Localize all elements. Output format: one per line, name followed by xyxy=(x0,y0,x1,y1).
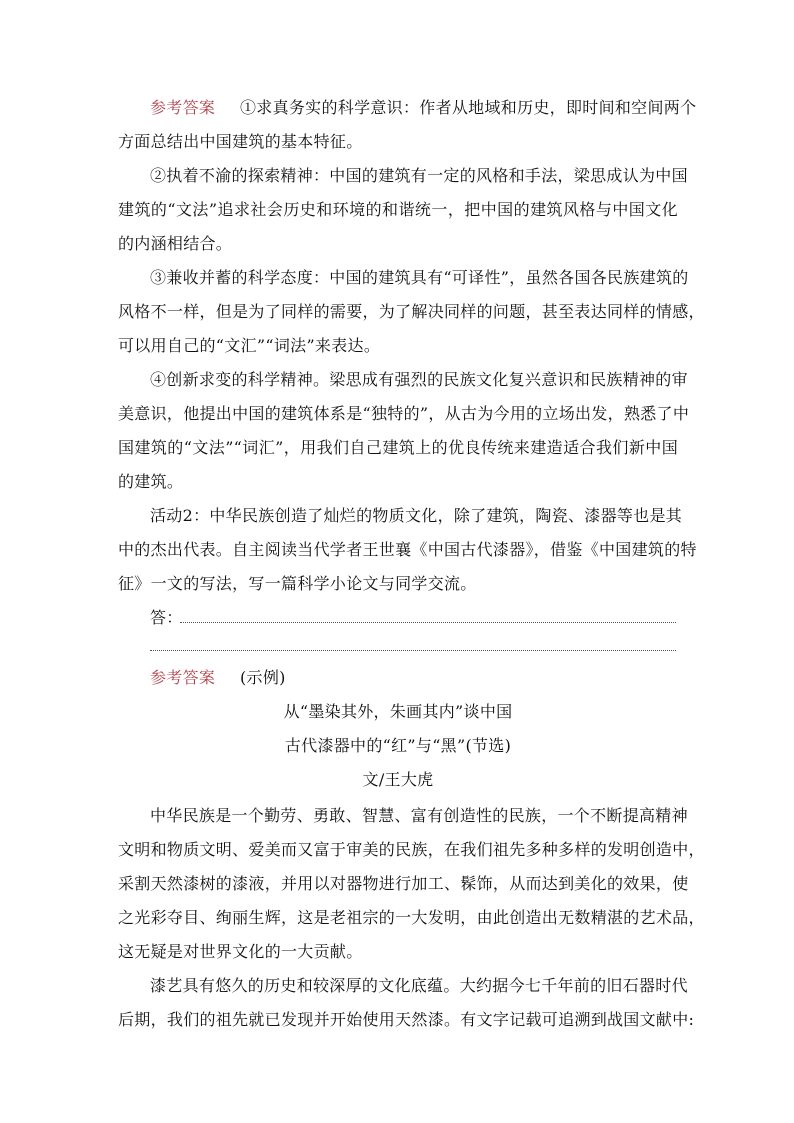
activity-line: 中的杰出代表。自主阅读当代学者王世襄《中国古代漆器》，借鉴《中国建筑的特 xyxy=(118,540,697,559)
text-line: 的内涵相结合。 xyxy=(118,234,233,253)
example-label: (示例) xyxy=(239,668,286,687)
reference-answer-line xyxy=(150,668,286,688)
text-line: ②执着不渝的探索精神：中国的建筑有一定的风格和手法，梁思成认为中国 xyxy=(150,166,688,185)
answer-text: ①求真务实的科学意识：作者从地域和历史，即时间和空间两个 xyxy=(239,98,697,117)
activity-line: 活动2：中华民族创造了灿烂的物质文化，除了建筑，陶瓷、漆器等也是其 xyxy=(150,506,683,525)
text-line: 的建筑。 xyxy=(118,472,184,491)
answer-blank-line[interactable] xyxy=(180,622,676,623)
text-line: 风格不一样，但是为了同样的需要，为了解决同样的问题，甚至表达同样的情感， xyxy=(118,302,705,321)
answer-line-1 xyxy=(150,98,696,118)
essay-text-line: 这无疑是对世界文化的一大贡献。 xyxy=(118,942,363,961)
text-line: 建筑的“文法”追求社会历史和环境的和谐统一，把中国的建筑风格与中国文化 xyxy=(118,200,678,219)
text-line: 国建筑的“文法”“词汇”，用我们自己建筑上的优良传统来建造适合我们新中国 xyxy=(118,438,678,457)
text-line: 方面总结出中国建筑的基本特征。 xyxy=(118,132,363,151)
essay-text-line: 后期，我们的祖先就已发现并开始使用天然漆。有文字记载可追溯到战国文献中: xyxy=(118,1010,695,1029)
activity-line: 征》一文的写法，写一篇科学小论文与同学交流。 xyxy=(118,574,477,593)
essay-text-line: 漆艺具有悠久的历史和较深厚的文化底蕴。大约据今七千年前的旧石器时代 xyxy=(150,976,688,995)
reference-answer-label: 参考答案 xyxy=(150,668,216,687)
text-line: ③兼收并蓄的科学态度：中国的建筑具有“可译性”，虽然各国各民族建筑的 xyxy=(150,268,689,287)
essay-text-line: 文明和物质文明、爱美而又富于审美的民族，在我们祖先多种多样的发明创造中， xyxy=(118,840,705,859)
reference-answer-label: 参考答案 xyxy=(150,98,216,117)
essay-author: 文/王大虎 xyxy=(362,770,434,789)
answer-blank-line-2[interactable] xyxy=(150,650,676,651)
essay-text-line: 之光彩夺目、绚丽生辉，这是老祖宗的一大发明，由此创造出无数精湛的艺术品， xyxy=(118,908,705,927)
essay-title-line-2: 古代漆器中的“红”与“黑”(节选) xyxy=(284,736,512,755)
essay-text-line: 采割天然漆树的漆液，并用以对器物进行加工、髹饰，从而达到美化的效果，使 xyxy=(118,874,689,893)
text-line: 美意识，他提出中国的建筑体系是“独特的”，从古为今用的立场出发，熟悉了中 xyxy=(118,404,690,423)
answer-prompt-label: 答： xyxy=(150,608,183,627)
essay-text-line: 中华民族是一个勤劳、勇敢、智慧、富有创造性的民族，一个不断提高精神 xyxy=(150,806,688,825)
essay-title-line-1: 从“墨染其外，朱画其内”谈中国 xyxy=(283,702,513,721)
text-line: ④创新求变的科学精神。梁思成有强烈的民族文化复兴意识和民族精神的审 xyxy=(150,370,688,389)
text-line: 可以用自己的“文汇”“词法”来表达。 xyxy=(118,336,381,355)
